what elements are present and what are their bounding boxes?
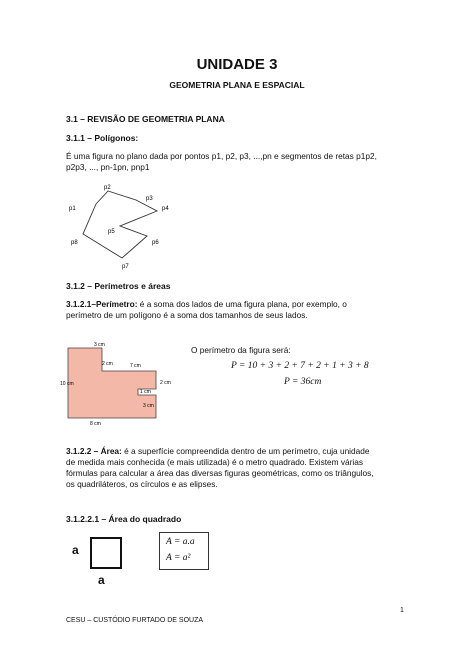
perimeter-figure <box>60 340 175 430</box>
formula-box <box>159 532 209 570</box>
perimetro-definition: é a soma dos lados de uma figura plana, por exemplo, o <box>137 299 347 309</box>
square-area-heading: 3.1.2.2.1 – Área do quadrado <box>66 514 182 524</box>
section-heading: 3.1 – REVISÃO DE GEOMETRIA PLANA <box>66 114 225 124</box>
dim-left: 10 cm <box>60 381 74 387</box>
label-p2: p2 <box>104 185 111 191</box>
page-number: 1 <box>400 607 404 614</box>
square-shape <box>90 537 122 569</box>
formula-area-1: A = a.a <box>166 537 195 547</box>
area-term: 3.1.2.2 – Área: <box>66 446 122 456</box>
label-p5: p5 <box>108 229 115 235</box>
label-p6: p6 <box>152 240 159 246</box>
dim-notch: 1 cm <box>140 389 151 395</box>
label-p8: p8 <box>71 240 78 246</box>
area-line4: os quadriláteros, os círculos e as elipses. <box>66 479 218 489</box>
dim-inner-horizontal: 7 cm <box>130 363 141 369</box>
perimetros-heading: 3.1.2 – Perímetros e áreas <box>66 281 171 291</box>
label-p4: p4 <box>162 206 169 212</box>
area-line1 <box>66 446 408 457</box>
subsection-heading-poligonos: 3.1.1 – Polígonos: <box>66 133 139 143</box>
label-p7: p7 <box>122 264 129 270</box>
dim-lower-right: 3 cm <box>143 403 154 409</box>
perimetro-line2: perímetro de um polígono é a soma dos tamanhos de seus lados. <box>66 310 308 320</box>
poligono-paragraph-line1: É uma figura no plano dada por pontos p1, p2, p3, ...,pn e segmentos de retas p1p2, <box>66 151 377 161</box>
area-line3: fórmulas para calcular a área das diversas figuras geométricas, como os triângulos, <box>66 468 374 478</box>
dim-bottom: 8 cm <box>90 421 101 427</box>
dim-inner-vertical: 2 cm <box>102 361 113 367</box>
dim-top: 3 cm <box>94 342 105 348</box>
poligono-paragraph-line2: p2p3, ..., pn-1pn, pnp1 <box>66 162 150 172</box>
area-line2: de medida mais conhecida (e mais utilizada) é o metro quadrado. Existem várias <box>66 457 363 467</box>
unit-subtitle: GEOMETRIA PLANA E ESPACIAL <box>169 80 305 90</box>
perimetro-term: 3.1.2.1–Perímetro: <box>66 299 138 309</box>
label-p3: p3 <box>146 196 153 202</box>
formula-area-2: A = a² <box>166 553 191 563</box>
footer-text: CESU – CUSTÓDIO FURTADO DE SOUZA <box>66 617 204 624</box>
perimeter-equation-1: P = 10 + 3 + 2 + 7 + 2 + 1 + 3 + 8 <box>231 361 369 371</box>
area-definition: é a superfície compreendida dentro de um perímetro, cuja unidade <box>121 446 370 456</box>
square-side-label-left: a <box>72 543 79 557</box>
perimetro-line1 <box>66 299 408 310</box>
polygon-diagram <box>60 178 190 270</box>
label-p1: p1 <box>69 206 76 212</box>
square-side-label-bottom: a <box>98 573 105 587</box>
perimeter-equation-2: P = 36cm <box>284 377 322 387</box>
perimeter-calc-label: O perímetro da figura será: <box>191 345 291 355</box>
dim-right-vertical: 2 cm <box>160 380 171 386</box>
unit-title: UNIDADE 3 <box>196 56 278 73</box>
